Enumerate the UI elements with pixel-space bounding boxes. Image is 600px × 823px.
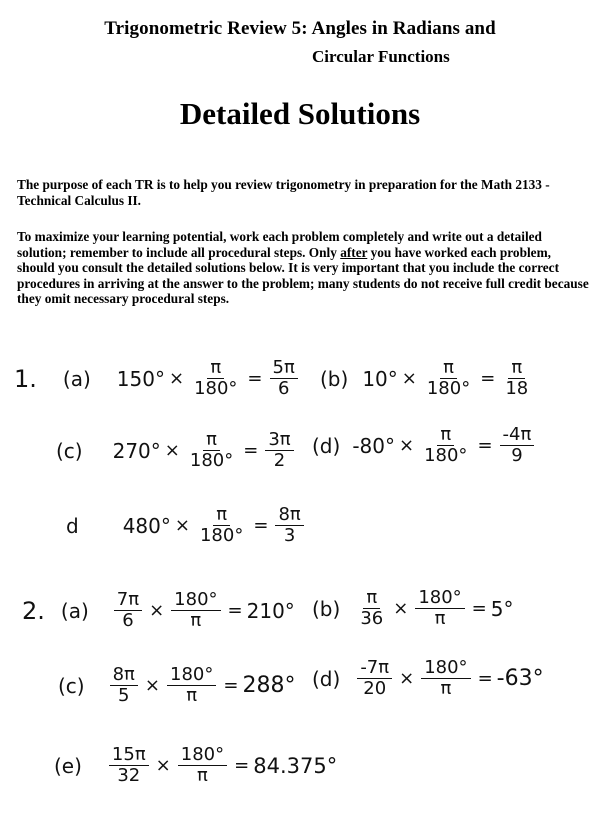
problem-2-part-d xyxy=(312,658,544,699)
part-label: d xyxy=(66,513,79,538)
instructions-text-start: To maximize your learning potential, work each problem completely and write out a detailed solution; remember to include all procedural steps. Only xyxy=(17,229,542,260)
intro-paragraph-purpose: The purpose of each TR is to help you review trigonometry in preparation for the Math 2133 - Technical Calculus II. xyxy=(17,177,550,208)
conversion-fraction: $\frac{180^\circ}{\pi}$ xyxy=(171,590,220,631)
intro-paragraph-instructions xyxy=(17,229,589,307)
conversion-fraction: $\frac{180^\circ}{\pi}$ xyxy=(167,665,216,706)
problem-1-part-d xyxy=(312,425,537,466)
part-label: (b) xyxy=(312,596,341,621)
problem-2-part-a xyxy=(22,590,295,631)
part-label: (c) xyxy=(58,673,85,698)
input-fraction: $\frac{15\pi}{32}$ xyxy=(109,745,149,786)
input-angle: 480° xyxy=(122,513,171,538)
part-label: (a) xyxy=(60,598,89,623)
times-symbol: × xyxy=(149,600,165,621)
times-symbol: × xyxy=(398,435,415,456)
input-fraction: $\frac{7\pi}{6}$ xyxy=(114,590,142,631)
equals-symbol: = xyxy=(243,440,259,461)
result-fraction: $\frac{3\pi}{2}$ xyxy=(265,430,293,471)
result-angle: 84.375° xyxy=(253,753,338,778)
input-angle: 10° xyxy=(362,366,398,391)
result-fraction: $\frac{5\pi}{6}$ xyxy=(270,358,298,399)
input-angle: -80° xyxy=(352,433,395,458)
problem-2-part-e xyxy=(54,745,337,786)
times-symbol: × xyxy=(155,755,171,776)
times-symbol: × xyxy=(174,515,190,536)
input-angle: 150° xyxy=(116,366,165,391)
times-symbol: × xyxy=(164,440,180,461)
conversion-fraction: $\frac{\pi}{180^\circ}$ xyxy=(194,357,238,399)
conversion-fraction: $\frac{180^\circ}{\pi}$ xyxy=(415,588,464,629)
result-fraction: $\frac{-4\pi}{9}$ xyxy=(500,425,535,466)
problem-number: 1. xyxy=(14,364,37,393)
problem-1-part-d-second xyxy=(66,505,307,546)
underlined-after: after xyxy=(340,244,368,260)
document-title-line2: Circular Functions xyxy=(312,47,450,66)
part-label: (d) xyxy=(312,433,341,458)
part-label: (d) xyxy=(312,666,341,691)
document-title-line1: Trigonometric Review 5: Angles in Radians and xyxy=(104,18,496,39)
times-symbol: × xyxy=(144,675,160,696)
conversion-fraction: $\frac{\pi}{180^\circ}$ xyxy=(199,504,244,546)
instructions-text-end: you have worked each problem, should you consult the detailed solutions below. It is very important that you include the correct procedures in arriving at the answer to the problem; many students do not receive full credit because they omit necessary procedural steps. xyxy=(17,244,589,307)
page-heading: Detailed Solutions xyxy=(179,96,421,131)
result-angle: 5° xyxy=(490,596,514,621)
equals-symbol: = xyxy=(471,598,487,619)
equals-symbol: = xyxy=(477,435,493,456)
conversion-fraction: $\frac{\pi}{180^\circ}$ xyxy=(426,357,471,399)
times-symbol: × xyxy=(401,368,417,389)
part-label: (b) xyxy=(320,366,349,391)
conversion-fraction: $\frac{\pi}{180^\circ}$ xyxy=(189,429,234,471)
problem-number: 2. xyxy=(22,596,45,625)
conversion-fraction: $\frac{180^\circ}{\pi}$ xyxy=(421,658,470,699)
problem-1-part-c xyxy=(56,430,297,471)
times-symbol: × xyxy=(393,598,409,619)
result-angle: 210° xyxy=(246,598,295,623)
equals-symbol: = xyxy=(477,668,493,689)
times-symbol: × xyxy=(399,668,415,689)
part-label: (a) xyxy=(62,366,91,391)
part-label: (c) xyxy=(56,438,83,463)
equals-symbol: = xyxy=(253,515,269,536)
times-symbol: × xyxy=(168,368,185,389)
input-fraction: $\frac{-7\pi}{20}$ xyxy=(357,658,392,699)
input-fraction: $\frac{8\pi}{5}$ xyxy=(110,665,138,706)
problem-1-part-b xyxy=(320,358,534,399)
result-angle: 288° xyxy=(242,673,296,698)
equals-symbol: = xyxy=(227,600,243,621)
equals-symbol: = xyxy=(247,368,263,389)
result-fraction: $\frac{\pi}{18}$ xyxy=(505,357,529,399)
result-angle: -63° xyxy=(496,666,544,691)
result-fraction: $\frac{8\pi}{3}$ xyxy=(275,505,303,546)
conversion-fraction: $\frac{180^\circ}{\pi}$ xyxy=(178,745,227,786)
equals-symbol: = xyxy=(234,755,250,776)
input-fraction: $\frac{\pi}{36}$ xyxy=(360,587,384,629)
input-angle: 270° xyxy=(112,438,161,463)
equals-symbol: = xyxy=(223,675,239,696)
conversion-fraction: $\frac{\pi}{180^\circ}$ xyxy=(424,424,468,466)
problem-1-part-a xyxy=(14,358,301,399)
part-label: (e) xyxy=(54,753,82,778)
equals-symbol: = xyxy=(480,368,496,389)
problem-2-part-b xyxy=(312,588,514,629)
problem-2-part-c xyxy=(58,665,295,706)
